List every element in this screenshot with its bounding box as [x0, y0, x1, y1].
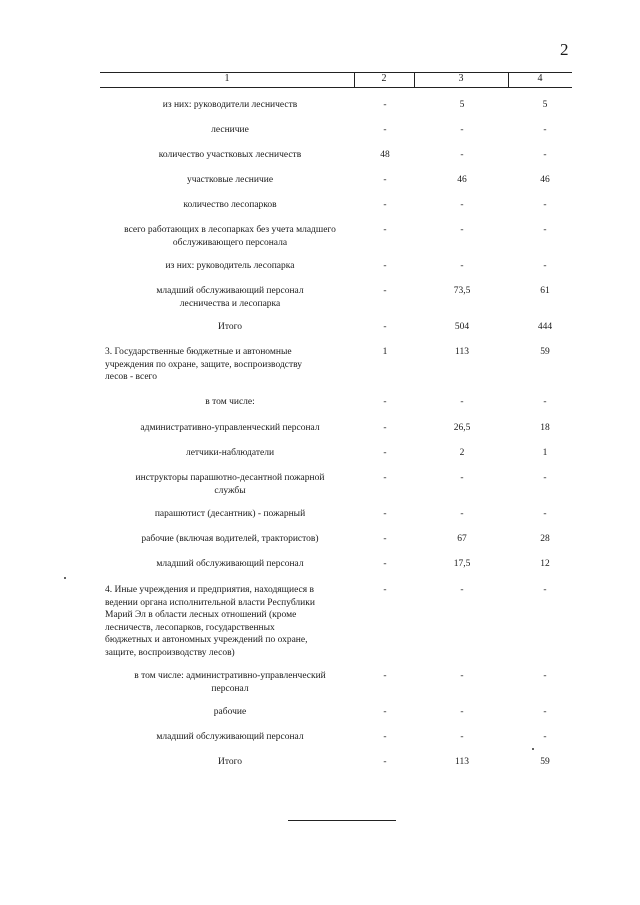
row-value-c2: - [383, 671, 387, 681]
row-label: инструкторы парашютно-десантной пожарной службы [135, 473, 325, 496]
row-value-c3: 2 [459, 448, 465, 458]
row-value-c4: 61 [540, 286, 550, 296]
row-value-c4: 1 [542, 448, 548, 458]
row-value-c3: - [460, 225, 464, 235]
row-label: всего работающих в лесопарках без учета младшего обслуживающего персонала [124, 225, 336, 248]
row-value-c4: - [543, 225, 547, 235]
page-number: 2 [560, 40, 569, 59]
row-label: 4. Иные учреждения и предприятия, находящиеся в ведении органа исполнительной власти Республики Марий Эл в области лесных отношений (кроме лесничеств, лесопарков, государственных бюджетных и автономных учреждений по охране, защите, воспроизводству лесов) [105, 585, 315, 658]
header-col-2: 2 [381, 73, 387, 84]
row-value-c4: 59 [540, 347, 550, 357]
row-value-c2: - [383, 509, 387, 519]
row-value-c4: 28 [540, 534, 550, 544]
row-value-c3: - [460, 200, 464, 210]
row-value-c2: - [383, 261, 387, 271]
row-value-c4: - [543, 585, 547, 595]
row-value-c2: - [383, 707, 387, 717]
row-value-c2: - [383, 534, 387, 544]
row-value-c2: - [383, 732, 387, 742]
row-value-c3: 67 [457, 534, 467, 544]
row-label: участковые лесничие [186, 175, 274, 185]
row-label: количество лесопарков [183, 200, 277, 210]
row-value-c4: - [543, 671, 547, 681]
row-value-c4: - [543, 150, 547, 160]
row-label: количество участковых лесничеств [158, 150, 302, 160]
row-value-c3: - [460, 397, 464, 407]
row-value-c3: 5 [459, 100, 465, 110]
header-col-3: 3 [458, 73, 464, 84]
row-value-c3: - [460, 473, 464, 483]
row-label: младший обслуживающий персонал [156, 559, 304, 569]
row-value-c3: - [460, 150, 464, 160]
row-value-c2: - [383, 585, 387, 595]
row-label: 3. Государственные бюджетные и автономные учреждения по охране, защите, воспроизводству лесов - всего [105, 347, 303, 382]
row-value-c4: 18 [540, 423, 550, 433]
row-value-c2: - [383, 100, 387, 110]
row-label: лесничие [211, 125, 249, 135]
row-value-c4: 5 [542, 100, 548, 110]
row-label: в том числе: [205, 397, 255, 407]
row-value-c3: 113 [455, 347, 469, 357]
row-value-c4: 46 [540, 175, 550, 185]
row-value-c2: 1 [382, 347, 388, 357]
row-value-c3: 73,5 [453, 286, 471, 296]
row-value-c4: 12 [540, 559, 550, 569]
scan-speck [532, 748, 534, 750]
row-value-c3: - [460, 125, 464, 135]
row-value-c2: - [383, 397, 387, 407]
row-label: младший обслуживающий персонал лесничества и лесопарка [156, 286, 304, 309]
row-value-c3: - [460, 509, 464, 519]
row-label: парашютист (десантник) - пожарный [154, 509, 306, 519]
row-value-c4: - [543, 397, 547, 407]
row-value-c4: - [543, 200, 547, 210]
row-value-c2: - [383, 125, 387, 135]
row-value-c3: 504 [454, 322, 470, 332]
row-value-c2: - [383, 473, 387, 483]
row-value-c3: 26,5 [453, 423, 471, 433]
row-label: Итого [217, 322, 243, 332]
row-value-c2: 48 [380, 150, 390, 160]
row-label: рабочие [213, 707, 247, 717]
header-bottom-rule [100, 87, 572, 88]
row-label: из них: руководители лесничеств [162, 100, 298, 110]
row-value-c2: - [383, 200, 387, 210]
row-value-c2: - [383, 175, 387, 185]
row-value-c2: - [383, 225, 387, 235]
row-value-c3: 46 [457, 175, 467, 185]
row-value-c4: - [543, 509, 547, 519]
row-value-c3: - [460, 732, 464, 742]
row-value-c2: - [383, 286, 387, 296]
row-value-c4: - [543, 707, 547, 717]
row-value-c3: - [460, 707, 464, 717]
row-value-c4: 444 [537, 322, 553, 332]
row-label: административно-управленческий персонал [140, 423, 320, 433]
row-value-c3: - [460, 261, 464, 271]
row-value-c3: - [460, 671, 464, 681]
header-col-4: 4 [537, 73, 543, 84]
row-label: в том числе: административно-управленческий персонал [134, 671, 326, 694]
row-value-c2: - [383, 423, 387, 433]
row-label: Итого [217, 757, 243, 767]
row-value-c4: - [543, 125, 547, 135]
row-value-c2: - [383, 757, 387, 767]
row-value-c2: - [383, 322, 387, 332]
footer-rule [288, 820, 396, 821]
row-value-c4: - [543, 732, 547, 742]
row-value-c4: - [543, 261, 547, 271]
header-col-1: 1 [224, 73, 230, 84]
row-value-c4: - [543, 473, 547, 483]
row-value-c4: 59 [540, 757, 550, 767]
scan-speck [64, 577, 66, 579]
row-value-c3: 113 [455, 757, 469, 767]
row-value-c3: - [460, 585, 464, 595]
row-value-c2: - [383, 448, 387, 458]
row-label: из них: руководитель лесопарка [165, 261, 295, 271]
row-label: рабочие (включая водителей, трактористов) [141, 534, 319, 544]
row-label: летчики-наблюдатели [185, 448, 275, 458]
row-value-c2: - [383, 559, 387, 569]
row-label: младший обслуживающий персонал [156, 732, 304, 742]
row-value-c3: 17,5 [453, 559, 471, 569]
